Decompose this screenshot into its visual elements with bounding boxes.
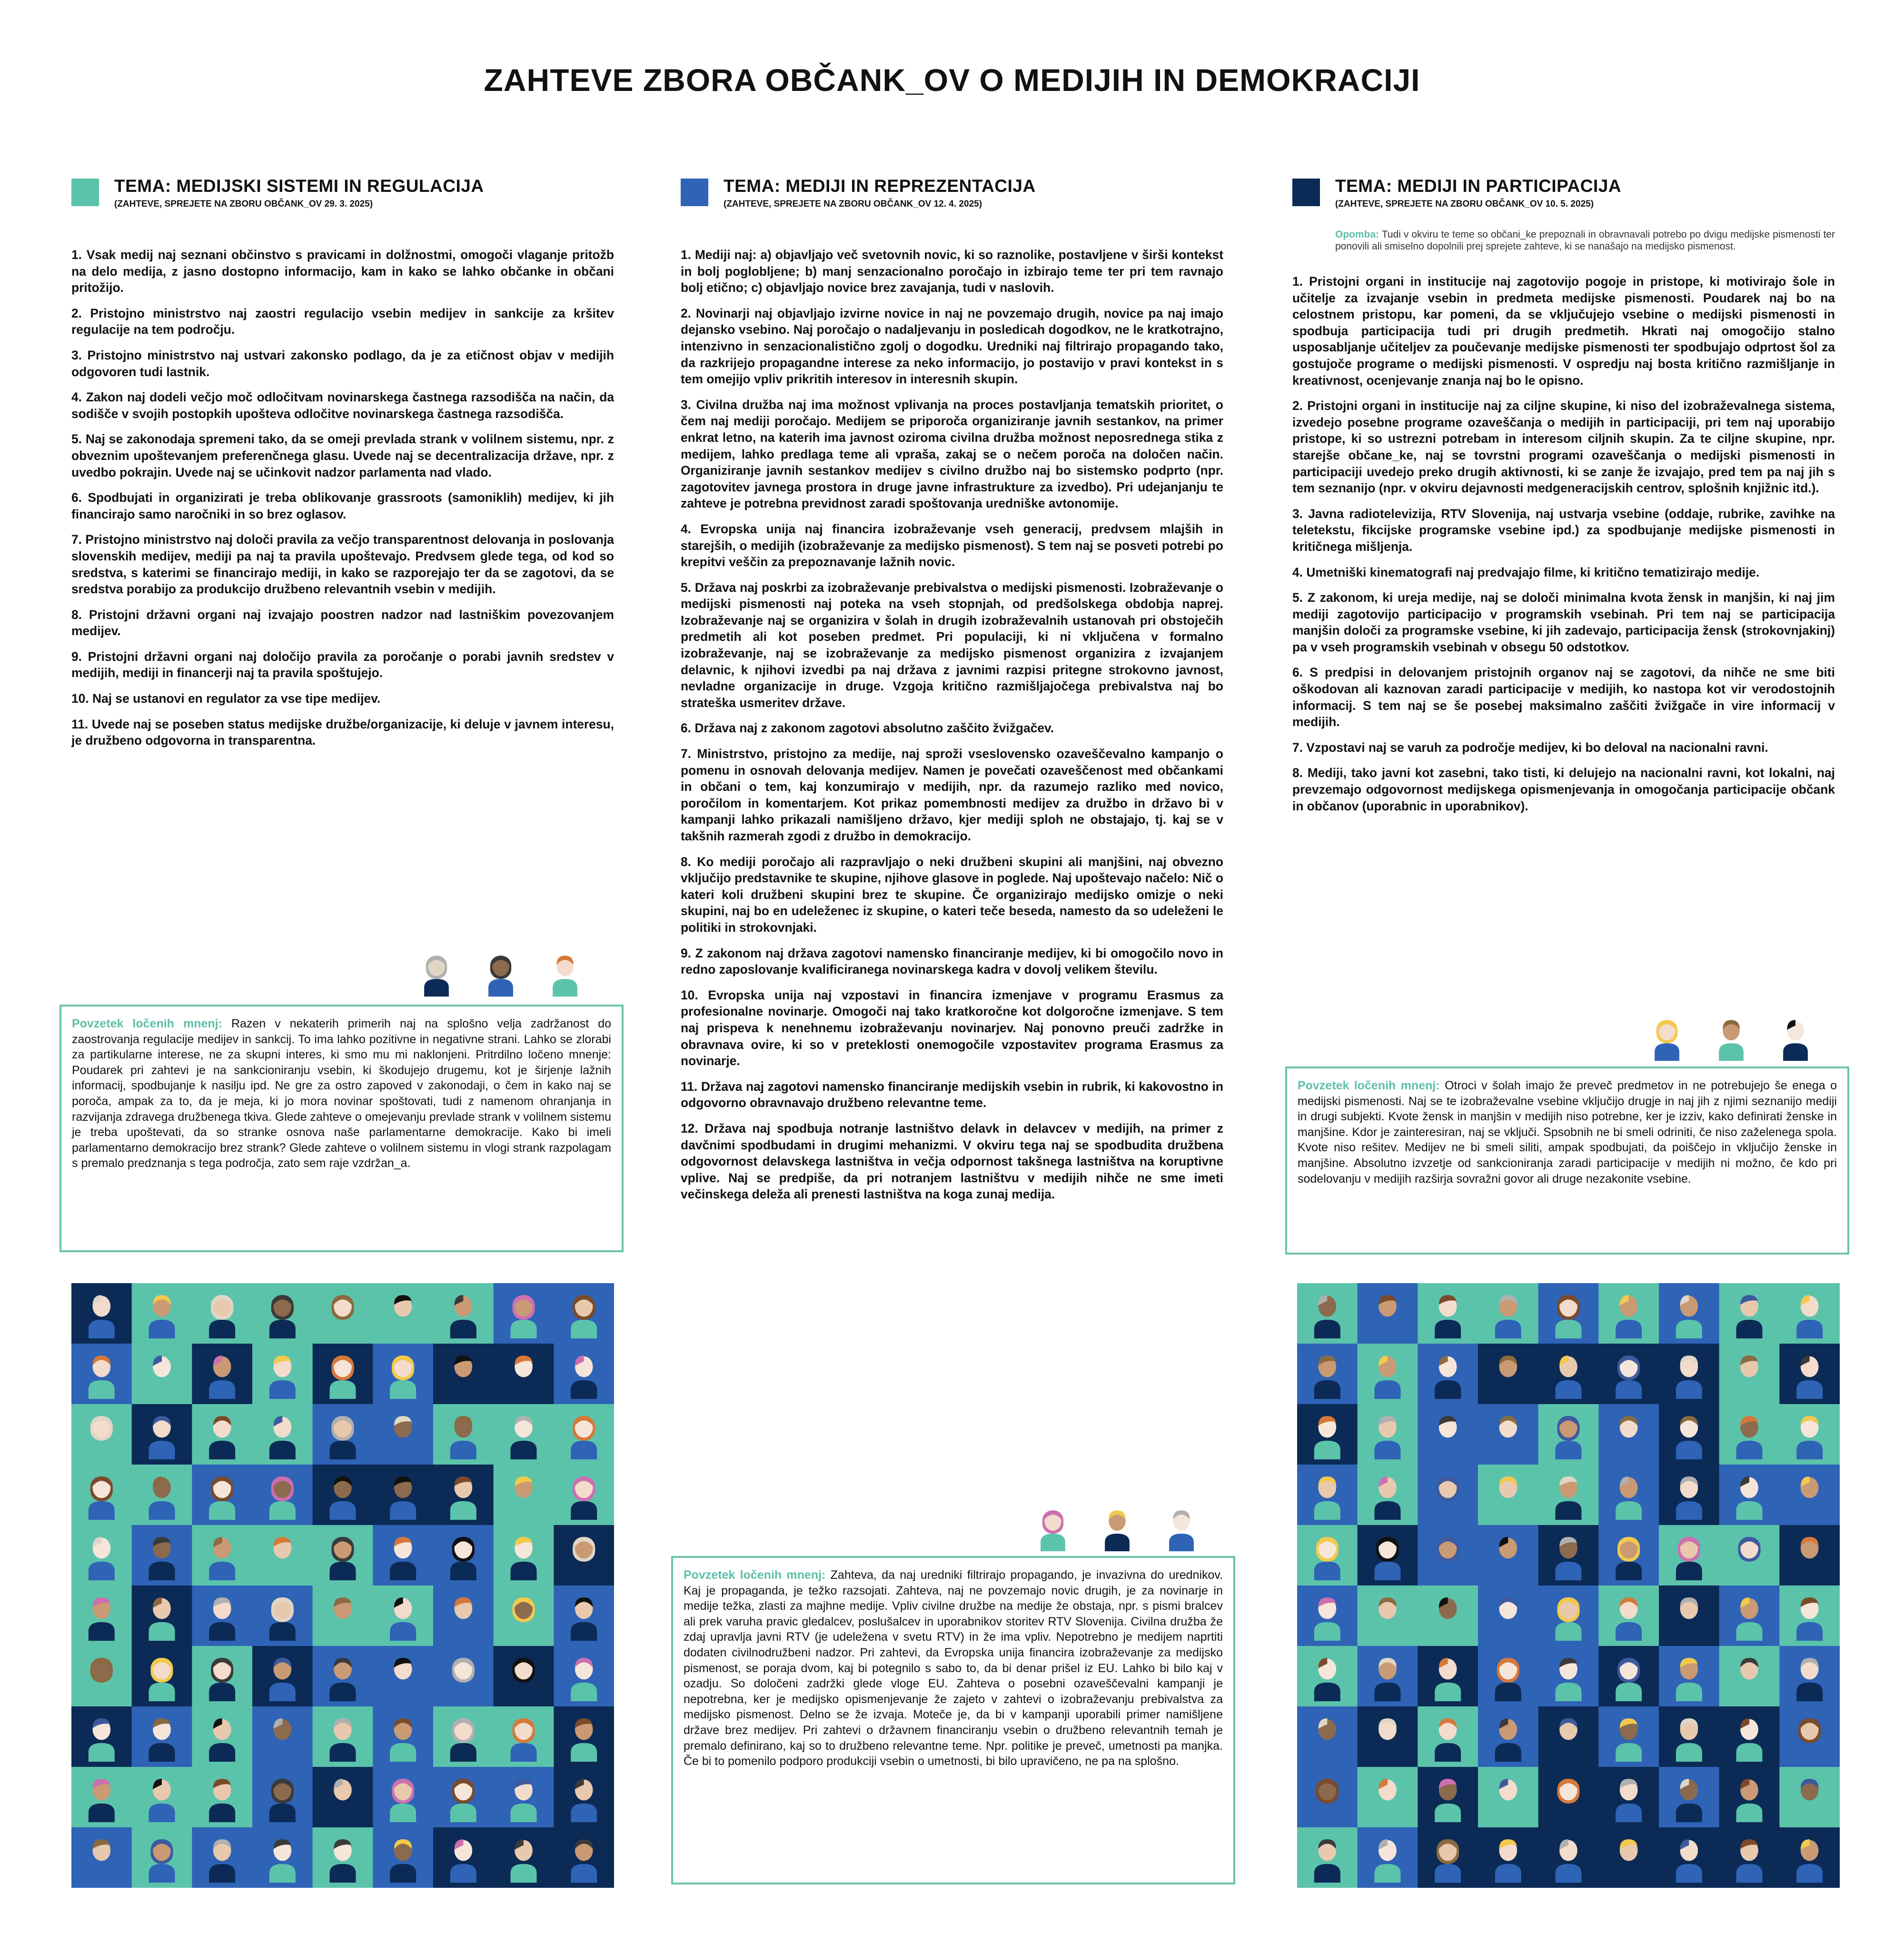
mosaic-cell — [433, 1767, 494, 1828]
mosaic-cell — [1719, 1404, 1780, 1465]
mosaic-cell — [71, 1525, 132, 1586]
mosaic-cell — [192, 1344, 252, 1405]
person — [547, 940, 583, 1007]
mosaic-cell — [313, 1465, 373, 1525]
mosaic-cell — [433, 1404, 494, 1465]
theme-title: TEMA: MEDIJI IN REPREZENTACIJA — [724, 176, 1036, 196]
theme-subtitle: (ZAHTEVE, SPREJETE NA ZBORU OBČANK_OV 12. 4. 2025) — [724, 199, 982, 209]
mosaic-cell — [1598, 1827, 1659, 1888]
person — [419, 940, 454, 1007]
mosaic-cell — [1297, 1465, 1358, 1525]
mosaic-cell — [1418, 1767, 1478, 1828]
mosaic-cell — [1659, 1525, 1719, 1586]
mosaic-cell — [1598, 1404, 1659, 1465]
demand-item: 6. Spodbujati in organizirati je treba oblikovanje grassroots (samoniklih) medijev, ki jih financirajo samo naročniki in so brez oglasov. — [71, 490, 614, 521]
mosaic-cell — [71, 1767, 132, 1828]
mosaic-cell — [1779, 1283, 1840, 1344]
mosaic-cell — [132, 1646, 192, 1707]
demand-item: 2. Novinarji naj objavljajo izvirne novice in naj ne povzemajo drugih, novice pa naj imajo dejansko vsebino. Naj poročajo o nadaljevanju in posledicah dogodkov, ne le kratkotrajno, intenzivno in senzacionalistično zgolj o dogodku. Uredniki naj filtrirajo propagando tako, da razkrijejo propagandne interese za neko informacijo, jo postavijo v pravi kontekst in s tem omejijo vpliv prikritih interesov in interesnih skupin. — [681, 306, 1223, 387]
mosaic-cell — [192, 1465, 252, 1525]
person-icon — [1100, 1495, 1135, 1562]
note-text: Tudi v okviru te teme so občani_ke prepoznali in obravnavali potrebo po dvigu medijske pismenosti ter ponovili ali smiselno dopolnili prej sprejete zahteve, ki se nanašajo na medijsko pismenost. — [1335, 229, 1835, 252]
mosaic-cell — [433, 1283, 494, 1344]
mosaic-cell — [1478, 1283, 1538, 1344]
mosaic-cell — [132, 1767, 192, 1828]
mosaic-cell — [1659, 1283, 1719, 1344]
mosaic-cell — [313, 1525, 373, 1586]
people-illustration — [1649, 1005, 1773, 1071]
demand-item: 6. S predpisi in delovanjem pristojnih organov naj se zagotovi, da nihče ne sme biti oškodovan ali kaznovan zaradi participacije v medijih, ko nastopa kot vir verodostojnih informacij. S tem naj se še posebej maksimalno zaščiti žvižgače in vire informacij v medijih. — [1292, 665, 1835, 729]
mosaic-cell — [1659, 1465, 1719, 1525]
mosaic-cell — [1779, 1525, 1840, 1586]
person — [1649, 1005, 1685, 1071]
mosaic-cell — [1719, 1827, 1780, 1888]
mosaic-cell — [1538, 1646, 1599, 1707]
page-title: ZAHTEVE ZBORA OBČANK_OV O MEDIJIH IN DEMOKRACIJI — [484, 62, 1420, 98]
mosaic-cell — [1538, 1525, 1599, 1586]
people-mosaic — [1297, 1283, 1840, 1888]
mosaic-cell — [252, 1283, 313, 1344]
mosaic-cell — [554, 1465, 614, 1525]
mosaic-cell — [494, 1585, 554, 1646]
mosaic-cell — [132, 1404, 192, 1465]
column-media-systems — [71, 176, 614, 758]
mosaic-cell — [494, 1344, 554, 1405]
mosaic-cell — [1598, 1706, 1659, 1767]
mosaic-cell — [433, 1706, 494, 1767]
mosaic-cell — [1478, 1525, 1538, 1586]
mosaic-cell — [373, 1344, 433, 1405]
mosaic-cell — [313, 1344, 373, 1405]
mosaic-cell — [373, 1525, 433, 1586]
mosaic-cell — [1779, 1585, 1840, 1646]
person — [1164, 1495, 1199, 1562]
mosaic-cell — [1358, 1344, 1418, 1405]
mosaic-cell — [192, 1585, 252, 1646]
mosaic-cell — [132, 1283, 192, 1344]
mosaic-cell — [1358, 1465, 1418, 1525]
mosaic-cell — [1538, 1465, 1599, 1525]
person — [1714, 1005, 1749, 1071]
mosaic-cell — [554, 1585, 614, 1646]
dissent-summary — [1285, 1067, 1849, 1255]
demand-item: 3. Pristojno ministrstvo naj ustvari zakonsko podlago, da je za etičnost objav v medijih odgovoren tudi lastnik. — [71, 348, 614, 379]
mosaic-cell — [252, 1404, 313, 1465]
mosaic-cell — [1418, 1525, 1478, 1586]
theme-title: TEMA: MEDIJI IN PARTICIPACIJA — [1335, 176, 1622, 196]
mosaic-cell — [1598, 1525, 1659, 1586]
person — [1100, 1495, 1135, 1562]
summary-label: Povzetek ločenih mnenj: — [684, 1568, 826, 1582]
mosaic-cell — [494, 1465, 554, 1525]
demand-item: 1. Pristojni organi in institucije naj zagotovijo pogoje in pristope, ki motivirajo šole in učitelje za izvajanje vsebin in predmeta medijske pismenosti. Poudarek naj bo na celostnem pristopu, kar pomeni, da se vključujejo vsebine o medijski pismenosti in spodbuja participacija tudi pri drugih predmetih. Hkrati naj omogočijo stalno usposabljanje učiteljev za poučevanje medijske pismenosti ter spodbujajo odprtost šol za gostujoče programe o medijski pismenosti. V ospredju naj bosta kritično razmišljanje in kreativnost, ocenjevanje znanja naj bo le opisno. — [1292, 274, 1835, 388]
column-representation — [681, 176, 1223, 1212]
person — [1778, 1005, 1813, 1071]
mosaic-cell — [1478, 1344, 1538, 1405]
mosaic-cell — [132, 1344, 192, 1405]
mosaic-cell — [1779, 1706, 1840, 1767]
demand-item: 7. Pristojno ministrstvo naj določi pravila za večjo transparentnost delovanja in poslovanja slovenskih medijev, mediji pa naj ta pravila upoštevajo. Predvsem glede tega, od kod so sredstva, s katerimi se financirajo mediji, in kako se razporejajo ter da se zagotovi, da se sredstva porabijo za produkcijo družbeno relevantnih vsebin v medijih. — [71, 532, 614, 597]
mosaic-cell — [71, 1465, 132, 1525]
mosaic-cell — [1478, 1465, 1538, 1525]
person-icon — [1714, 1005, 1749, 1071]
mosaic-cell — [1779, 1465, 1840, 1525]
mosaic-cell — [1598, 1646, 1659, 1707]
person — [1035, 1495, 1071, 1562]
mosaic-cell — [1297, 1767, 1358, 1828]
demand-item: 5. Država naj poskrbi za izobraževanje prebivalstva o medijski pismenosti. Izobraževanje o medijski pismenosti naj poteka na vseh stopnjah, od predšolskega obdobja naprej. Izobraževanje naj se organizira v šolah in drugih izobraževalnih ustanovah pri obstoječih predmetih ali kot poseben predmet. Pri populaciji, ki ni vključena v formalno izobraževanje, naj se izobraževanje za medijsko pismenost organizira z izvajanjem delavnic, k njihovi izvedbi pa naj država z javnimi razpisi pritegne strokovno javnost, nevladne organizacije in druge. Vzgoja kritično razmišljajočega prebivalstva naj bo strateška usmeritev države. — [681, 580, 1223, 710]
person-icon — [1778, 1005, 1813, 1071]
mosaic-cell — [1719, 1344, 1780, 1405]
mosaic-cell — [1297, 1585, 1358, 1646]
mosaic-cell — [1538, 1827, 1599, 1888]
mosaic-cell — [313, 1767, 373, 1828]
demand-item: 11. Država naj zagotovi namensko financiranje medijskih vsebin in rubrik, ki kakovostno in odgovorno obravnavajo družbeno relevantne teme. — [681, 1079, 1223, 1110]
mosaic-cell — [252, 1344, 313, 1405]
mosaic-cell — [252, 1827, 313, 1888]
mosaic-cell — [1779, 1404, 1840, 1465]
people-illustration — [419, 940, 543, 1007]
summary-text: Razen v nekaterih primerih naj na splošno velja zadržanost do zaostrovanja regulacije medijev in sankcij. To ima lahko pozitivne in negativne strani. Lahko se zlorabi za partikularne interese, ne za skupni interes, ki smo mu mi naklonjeni. Pritrdilno ločeno mnenje: Poudarek pri zahtevi je na sankcioniranju vsebin, ki škodujejo drugemu, kot je širjenje lažnih informacij, spodbujanje k nasilju ipd. Ne gre za ostro zapoved v zakonodaji, o čem in kako naj se poroča, ampak za to, da je meja, ki jo mora novinar spoštovati, tudi z namenom ohranjanja in razvijanja zdravega družbenega tkiva. Glede zahteve o omejevanju prevlade strank v volilnem sistemu je treba upoštevati, da so stranke osnova naše parlamentarne demokracije. Kako bi imeli parlamentarno demokracijo brez strank? Glede zahteve o volilnem sistemu in vlogi strank razpolagam s premalo predznanja s tega področja, zato sem raje vzdržan_a. — [72, 1017, 611, 1170]
mosaic-cell — [1659, 1767, 1719, 1828]
mosaic-cell — [192, 1827, 252, 1888]
mosaic-cell — [1659, 1585, 1719, 1646]
theme-header — [681, 176, 1223, 224]
mosaic-cell — [132, 1706, 192, 1767]
mosaic-cell — [1538, 1585, 1599, 1646]
mosaic-cell — [1659, 1827, 1719, 1888]
theme-swatch — [681, 179, 708, 206]
mosaic-cell — [494, 1525, 554, 1586]
mosaic-cell — [252, 1525, 313, 1586]
person-icon — [1649, 1005, 1685, 1071]
mosaic-cell — [1719, 1465, 1780, 1525]
demand-item: 9. Pristojni državni organi naj določijo pravila za poročanje o porabi javnih sredstev v medijih, mediji in financerji naj ta pravila spoštujejo. — [71, 649, 614, 680]
mosaic-cell — [554, 1646, 614, 1707]
mosaic-cell — [1538, 1283, 1599, 1344]
demand-item: 10. Evropska unija naj vzpostavi in financira izmenjave v programu Erasmus za profesionalne novinarje. Omogoči naj tako kratkoročne kot dolgoročne izmenjave. S tem naj prispeva k nenehnemu izobraževanju novinarjev. Naj ponovno preuči zadržke in obravnava ovire, ki so v preteklosti onemogočile vzpostavitev programa Erasmus za novinarje. — [681, 987, 1223, 1068]
summary-text: Otroci v šolah imajo že preveč predmetov in ne potrebujejo še enega o medijski pismenosti. Naj se te izobraževalne vsebine vključijo drugje in naj jih z njimi seznanijo mediji in drugi subjekti. Kvote žensk in manjšin v medijih niso potrebne, ker je izziv, kako definirati ženske in manjšine. Kdor je zainteresiran, naj se vključi. Spsobnih ne bi smeli odriniti, če niso zaželenega spola. Kvote niso rešitev. Medijev ne bi smeli siliti, ampak spodbujati, da poiščejo in vključijo ženske in manjšine. Absolutno izvzetje od sankcioniranja zaradi participacije v medijih ni možno, če kdo pri sodelovanju v medijih razširja sovražni govor ali druge nezakonite vsebine. — [1298, 1079, 1837, 1186]
mosaic-cell — [373, 1465, 433, 1525]
mosaic-cell — [1598, 1283, 1659, 1344]
mosaic-cell — [252, 1585, 313, 1646]
mosaic-cell — [1598, 1585, 1659, 1646]
mosaic-cell — [71, 1585, 132, 1646]
mosaic-cell — [1358, 1767, 1418, 1828]
demand-item: 4. Evropska unija naj financira izobraževanje vseh generacij, predvsem mlajših in starejših, o medijih (izobraževanje za medijsko pismenost). S tem naj se posveti potrebi po krepitvi veščin za prepoznavanje lažnih novic. — [681, 521, 1223, 569]
mosaic-cell — [1418, 1585, 1478, 1646]
mosaic-svg — [1297, 1283, 1840, 1888]
person-icon — [419, 940, 454, 1007]
mosaic-cell — [373, 1827, 433, 1888]
mosaic-cell — [1779, 1344, 1840, 1405]
mosaic-cell — [554, 1525, 614, 1586]
mosaic-cell — [1779, 1827, 1840, 1888]
mosaic-cell — [1418, 1283, 1478, 1344]
mosaic-cell — [433, 1525, 494, 1586]
mosaic-cell — [192, 1646, 252, 1707]
mosaic-cell — [1358, 1827, 1418, 1888]
mosaic-cell — [1478, 1827, 1538, 1888]
demand-item: 10. Naj se ustanovi en regulator za vse tipe medijev. — [71, 691, 381, 706]
mosaic-cell — [71, 1706, 132, 1767]
mosaic-cell — [494, 1827, 554, 1888]
mosaic-cell — [132, 1585, 192, 1646]
mosaic-cell — [1538, 1767, 1599, 1828]
mosaic-cell — [433, 1344, 494, 1405]
theme-swatch — [1292, 179, 1320, 206]
mosaic-cell — [1297, 1283, 1358, 1344]
mosaic-cell — [433, 1465, 494, 1525]
mosaic-cell — [1418, 1465, 1478, 1525]
mosaic-cell — [1719, 1767, 1780, 1828]
note — [1335, 229, 1835, 252]
mosaic-cell — [252, 1706, 313, 1767]
mosaic-cell — [1358, 1404, 1418, 1465]
theme-swatch — [71, 179, 99, 206]
mosaic-cell — [373, 1283, 433, 1344]
mosaic-cell — [433, 1585, 494, 1646]
mosaic-cell — [554, 1283, 614, 1344]
mosaic-cell — [1297, 1706, 1358, 1767]
mosaic-cell — [1358, 1706, 1418, 1767]
mosaic-cell — [1538, 1344, 1599, 1405]
mosaic-cell — [192, 1525, 252, 1586]
mosaic-cell — [1297, 1344, 1358, 1405]
mosaic-cell — [1478, 1706, 1538, 1767]
mosaic-cell — [1779, 1646, 1840, 1707]
mosaic-cell — [1719, 1525, 1780, 1586]
mosaic-cell — [71, 1344, 132, 1405]
mosaic-cell — [1659, 1404, 1719, 1465]
mosaic-cell — [373, 1767, 433, 1828]
mosaic-cell — [1418, 1404, 1478, 1465]
mosaic-cell — [1659, 1646, 1719, 1707]
person-icon — [547, 940, 583, 1007]
demand-item: 4. Zakon naj dodeli večjo moč odločitvam novinarskega častnega razsodišča na način, da sodišče v svojih postopkih upošteva odločitve novinarskega častnega razsodišča. — [71, 390, 614, 421]
mosaic-cell — [1297, 1525, 1358, 1586]
mosaic-cell — [1297, 1404, 1358, 1465]
mosaic-cell — [313, 1827, 373, 1888]
mosaic-cell — [71, 1283, 132, 1344]
person — [483, 940, 518, 1007]
demand-item: 2. Pristojno ministrstvo naj zaostri regulacijo vsebin medijev in sankcije za kršitev regulacije na tem področju. — [71, 306, 614, 337]
mosaic-cell — [1478, 1646, 1538, 1707]
mosaic-cell — [494, 1706, 554, 1767]
mosaic-cell — [1659, 1706, 1719, 1767]
note-label: Opomba: — [1335, 229, 1379, 240]
mosaic-cell — [313, 1283, 373, 1344]
mosaic-cell — [494, 1283, 554, 1344]
summary-text: Zahteva, da naj uredniki filtrirajo propagando, je invazivna do urednikov. Kaj je propaganda, je težko razsojati. Zahteva, naj ne povzemajo novic drugih, je za novinarje in medije težka, zlasti za majhne medije. Vpliv civilne družbe na medije že obstaja, npr. s pismi bralcev ali prek varuha pravic gledalcev, poslušalcev in uporabnikov storitev RTV Slovenija. Civilna družba že zdaj upravlja javni RTV (je udeležena v svetu RTV) in že ima vpliv. Nepotrebno je medijem naprtiti dodaten civilnodružbeni nadzor. Pri zahtevi, da Evropska unija financira izobraževanje za medijsko pismenost, se poraja dvom, kaj bi potegnilo s sabo to, da bi denar prišel iz EU. Lahko bi bilo kaj v ozadju. So določeni zadržki glede vloge EU. Zahteva o posebni ozaveščevalni kampanji je nepotrebna, ker je medijsko opismenjevanje že zajeto v zahtevi o izobraževanju prebivalstva za medijsko pismenost. Delno se že izvaja. Moteče je, da bi v kampanji uporabili primer namišljene države brez medijev. Pri zahtevi o državnem financiranju vsebin o družbeno relevantnih temah je premalo definirano, kaj so to družbeno relevantne teme. Npr. politike je preveč, umetnosti pa manjka. Če bi to pomenilo podporo produkciji vsebin o umetnosti, bi bilo upravičeno, ne pa na splošno. — [684, 1568, 1223, 1768]
mosaic-cell — [1598, 1344, 1659, 1405]
theme-title: TEMA: MEDIJSKI SISTEMI IN REGULACIJA — [114, 176, 484, 196]
demand-item: 3. Javna radiotelevizija, RTV Slovenija, naj ustvarja vsebine (oddaje, rubrike, zavihke na teletekstu, fikcijske programske vsebine ipd.) za spodbujanje medijske pismenosti in kritičnega mišljenja. — [1292, 506, 1835, 554]
mosaic-cell — [252, 1465, 313, 1525]
person-icon — [1164, 1495, 1199, 1562]
mosaic-cell — [132, 1465, 192, 1525]
mosaic-cell — [1418, 1344, 1478, 1405]
demand-item: 5. Naj se zakonodaja spremeni tako, da se omeji prevlada strank v volilnem sistemu, npr. z obveznim upoštevanjem preferenčnega glasu. Uvede naj se decentralizacija države, npr. z uvedbo pokrajin. Uvede naj se učinkovit nadzor parlamenta nad vlado. — [71, 432, 614, 479]
dissent-summary — [671, 1556, 1235, 1884]
mosaic-cell — [1418, 1646, 1478, 1707]
mosaic-cell — [554, 1827, 614, 1888]
summary-label: Povzetek ločenih mnenj: — [72, 1017, 222, 1030]
demand-item: 6. Država naj z zakonom zagotovi absolutno zaščito žvižgačev. — [681, 721, 1054, 736]
demand-item: 3. Civilna družba naj ima možnost vplivanja na proces postavljanja tematskih prioritet, o čem naj mediji poročajo. Medijem se priporoča organiziranje javnih sestankov, na primer enkrat letno, na katerih ima javnost oziroma civilna družba možnost neposrednega stika z medijem, lahko predlaga teme ali vpraša, zakaj se o nečem poroča na določen način. Organiziranje javnih sestankov medijev s civilno družbo naj bo sistemsko podprto (npr. zagotovitev javnega prostora in druge javne infrastrukture za izvedbo). Pri udejanjanju te zahteve je potrebna previdnost zaradi spoštovanja uredniške avtonomije. — [681, 397, 1223, 511]
person-icon — [483, 940, 518, 1007]
mosaic-cell — [1779, 1767, 1840, 1828]
mosaic-cell — [1478, 1404, 1538, 1465]
mosaic-cell — [192, 1767, 252, 1828]
mosaic-cell — [1538, 1404, 1599, 1465]
mosaic-cell — [1659, 1344, 1719, 1405]
mosaic-cell — [1358, 1646, 1418, 1707]
mosaic-cell — [1358, 1585, 1418, 1646]
mosaic-cell — [1719, 1585, 1780, 1646]
mosaic-cell — [1598, 1465, 1659, 1525]
mosaic-cell — [252, 1646, 313, 1707]
people-mosaic — [71, 1283, 614, 1888]
person-icon — [1035, 1495, 1071, 1562]
mosaic-cell — [1538, 1706, 1599, 1767]
mosaic-cell — [313, 1706, 373, 1767]
mosaic-cell — [252, 1767, 313, 1828]
mosaic-cell — [494, 1404, 554, 1465]
mosaic-cell — [1719, 1706, 1780, 1767]
mosaic-cell — [373, 1404, 433, 1465]
mosaic-cell — [373, 1646, 433, 1707]
theme-header — [71, 176, 614, 224]
demand-item: 2. Pristojni organi in institucije naj za ciljne skupine, ki niso del izobraževalnega sistema, izvedejo posebne programe ozaveščanja o medijih in participaciji, pri tem naj uporabijo pristope, ki so ustrezni potrebam in interesom ciljnih skupin. Za te ciljne skupine, npr. starejše občane_ke, naj se tovrstni programi ozaveščanja o medijski pismenosti in participaciji uvedejo preko drugih aktivnosti, ki se zanje že izvajajo, pred tem pa naj jih s tem seznanijo (npr. v okviru dejavnosti medgeneracijskih centrov, splošnih knjižnic itd.). — [1292, 399, 1835, 496]
people-illustration — [1035, 1495, 1159, 1562]
mosaic-cell — [1598, 1767, 1659, 1828]
mosaic-cell — [494, 1646, 554, 1707]
mosaic-cell — [1719, 1283, 1780, 1344]
demand-item: 8. Pristojni državni organi naj izvajajo poostren nadzor nad lastniškim povezovanjem medijev. — [71, 607, 614, 638]
mosaic-cell — [1358, 1283, 1418, 1344]
mosaic-cell — [313, 1585, 373, 1646]
demand-item: 1. Mediji naj: a) objavljajo več svetovnih novic, ki so raznolike, postavljene v širši kontekst in bolj poglobljene; b) manj senzacionalno poročajo in izbirajo teme ter pri tem ravnajo bolj etično; c) objavljajo novice brez zavajanja, tudi v naslovih. — [681, 248, 1223, 295]
mosaic-cell — [554, 1706, 614, 1767]
mosaic-cell — [1478, 1767, 1538, 1828]
mosaic-cell — [373, 1706, 433, 1767]
mosaic-cell — [71, 1404, 132, 1465]
mosaic-cell — [494, 1767, 554, 1828]
demand-item: 7. Vzpostavi naj se varuh za področje medijev, ki bo deloval na nacionalni ravni. — [1292, 740, 1768, 755]
mosaic-cell — [433, 1646, 494, 1707]
mosaic-cell — [71, 1646, 132, 1707]
mosaic-cell — [192, 1283, 252, 1344]
mosaic-svg — [71, 1283, 614, 1888]
demand-item: 7. Ministrstvo, pristojno za medije, naj sproži vseslovensko ozaveščevalno kampanjo o pomenu in osnovah delovanja medijev. Namen je povečati ozaveščenost med občankami in občani o tem, kaj konzumirajo v medijih, npr. da razumejo razliko med novico, poročilom in komentarjem. Kot prikaz pomembnosti medijev za družbo in državo bi v kampanji lahko prikazali namišljeno državo, kjer mediji sploh ne obstajajo, tj. kaj se v takšnih razmerah zgodi z družbo in demokracijo. — [681, 747, 1223, 843]
summary-label: Povzetek ločenih mnenj: — [1298, 1079, 1440, 1092]
theme-subtitle: (ZAHTEVE, SPREJETE NA ZBORU OBČANK_OV 10. 5. 2025) — [1335, 199, 1594, 209]
mosaic-cell — [433, 1827, 494, 1888]
mosaic-cell — [1478, 1585, 1538, 1646]
mosaic-cell — [1358, 1525, 1418, 1586]
column-participation — [1292, 176, 1835, 823]
mosaic-cell — [192, 1404, 252, 1465]
mosaic-cell — [1418, 1706, 1478, 1767]
mosaic-cell — [554, 1767, 614, 1828]
mosaic-cell — [313, 1404, 373, 1465]
demand-item: 8. Ko mediji poročajo ali razpravljajo o neki družbeni skupini ali manjšini, naj obvezno vključijo predstavnike te skupine, njihove glasove in poglede. Naj upoštevajo načelo: Nič o kateri koli družbeni skupini brez te skupine. Če organizirajo medijsko omizje o neki skupini, naj bo en udeleženec iz skupine, o kateri teče beseda, namesto da so udeleženi le politiki in strokovnjaki. — [681, 854, 1223, 935]
mosaic-cell — [1297, 1646, 1358, 1707]
demand-item: 8. Mediji, tako javni kot zasebni, tako tisti, ki delujejo na nacionalni ravni, kot lokalni, naj prevzemajo odgovornost medijskega opismenjevanja in omogočanja participacije občank in občanov (uporabnic in uporabnikov). — [1292, 766, 1835, 813]
demand-item: 5. Z zakonom, ki ureja medije, naj se določi minimalna kvota žensk in manjšin, ki naj jim mediji zagotovijo participacijo v programskih vsebinah. Pri tem naj se participacija manjšin določi za programske vsebine, ki jih zadevajo, participacija žensk (strokovnjakinj) pa v vseh programskih vsebinah v obsegu 50 odstotkov. — [1292, 590, 1835, 654]
mosaic-cell — [373, 1585, 433, 1646]
mosaic-cell — [554, 1404, 614, 1465]
mosaic-cell — [71, 1827, 132, 1888]
theme-header — [1292, 176, 1835, 224]
mosaic-cell — [313, 1646, 373, 1707]
dissent-summary — [60, 1005, 624, 1252]
demand-item: 4. Umetniški kinematografi naj predvajajo filme, ki kritično tematizirajo medije. — [1292, 565, 1760, 579]
mosaic-cell — [132, 1525, 192, 1586]
theme-subtitle: (ZAHTEVE, SPREJETE NA ZBORU OBČANK_OV 29. 3. 2025) — [114, 199, 373, 209]
mosaic-cell — [554, 1344, 614, 1405]
demand-item: 1. Vsak medij naj seznani občinstvo s pravicami in dolžnostmi, omogoči vlaganje pritožb na delo medija, z jasno dostopno informacijo, kam in kako se lahko občanke in občani pritožijo. — [71, 248, 614, 295]
mosaic-cell — [1418, 1827, 1478, 1888]
demand-item: 9. Z zakonom naj država zagotovi namensko financiranje medijev, ki bi omogočilo novo in redno zaposlovanje kvalificiranega novinarskega kadra v dovolj velikem številu. — [681, 946, 1223, 977]
mosaic-cell — [1297, 1827, 1358, 1888]
demand-item: 11. Uvede naj se poseben status medijske družbe/organizacije, ki deluje v javnem interesu, je družbeno odgovorna in transparentna. — [71, 717, 614, 748]
demand-item: 12. Država naj spodbuja notranje lastništvo delavk in delavcev v medijih, na primer z davčnimi spodbudami in drugimi mehanizmi. V okviru tega naj se spodbudita družbena odgovornost delavskega lastništva in večja odpornost takšnega lastništva na koruptivne vplive. Naj se predpiše, da pri notranjem lastništvu v medijih nihče ne sme imeti večinskega deleža ali prenesti lastništva na koga zunaj medija. — [681, 1121, 1223, 1202]
mosaic-cell — [1719, 1646, 1780, 1707]
mosaic-cell — [132, 1827, 192, 1888]
mosaic-cell — [192, 1706, 252, 1767]
